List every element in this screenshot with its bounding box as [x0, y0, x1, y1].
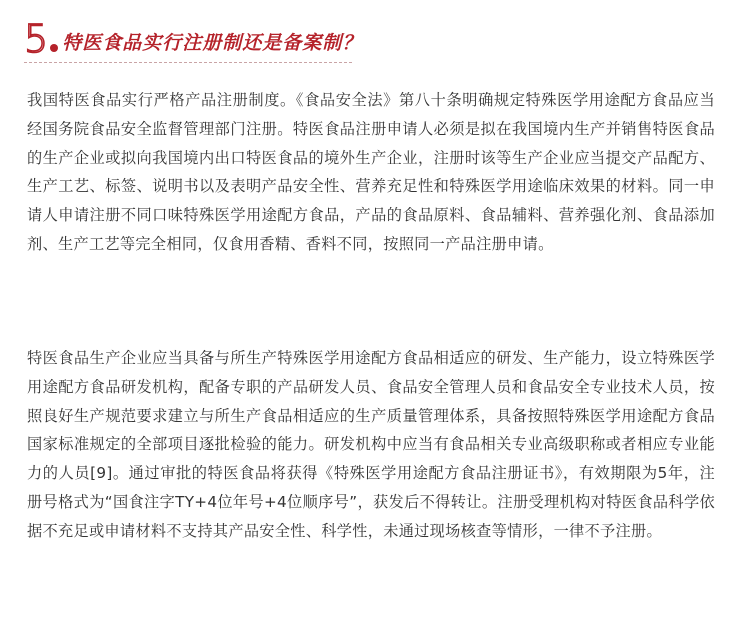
- heading-divider: [24, 62, 352, 63]
- section-heading: [24, 17, 363, 61]
- section-number: 5: [24, 17, 48, 61]
- bullet-dot-icon: [50, 44, 58, 52]
- paragraph-enterprise-requirements: 特医食品生产企业应当具备与所生产特殊医学用途配方食品相适应的研发、生产能力，设立特殊医学用途配方食品研发机构，配备专职的产品研发人员、食品安全管理人员和食品安全专业技术人员，按照良好生产规范要求建立与所生产食品相适应的生产质量管理体系，具备按照特殊医学用途配方食品国家标准规定的全部项目逐批检验的能力。研发机构中应当有食品相关专业高级职称或者相应专业能力的人员[9]。通过审批的特医食品将获得《特殊医学用途配方食品注册证书》，有效期限为5年，注册号格式为“国食注字TY+4位年号+4位顺序号”，获发后不得转让。注册受理机构对特医食品科学依据不充足或申请材料不支持其产品安全性、科学性，未通过现场核查等情形，一律不予注册。: [27, 349, 715, 540]
- section-title: 特医食品实行注册制还是备案制？: [62, 32, 363, 54]
- paragraph-registration-system: 我国特医食品实行严格产品注册制度。《食品安全法》第八十条明确规定特殊医学用途配方食品应当经国务院食品安全监督管理部门注册。特医食品注册申请人必须是拟在我国境内生产并销售特医食品的生产企业或拟向我国境内出口特医食品的境外生产企业，注册时该等生产企业应当提交产品配方、生产工艺、标签、说明书以及表明产品安全性、营养充足性和特殊医学用途临床效果的材料。同一申请人申请注册不同口味特殊医学用途配方食品，产品的食品原料、食品辅料、营养强化剂、食品添加剂、生产工艺等完全相同，仅食用香精、香料不同，按照同一产品注册申请。: [27, 91, 715, 253]
